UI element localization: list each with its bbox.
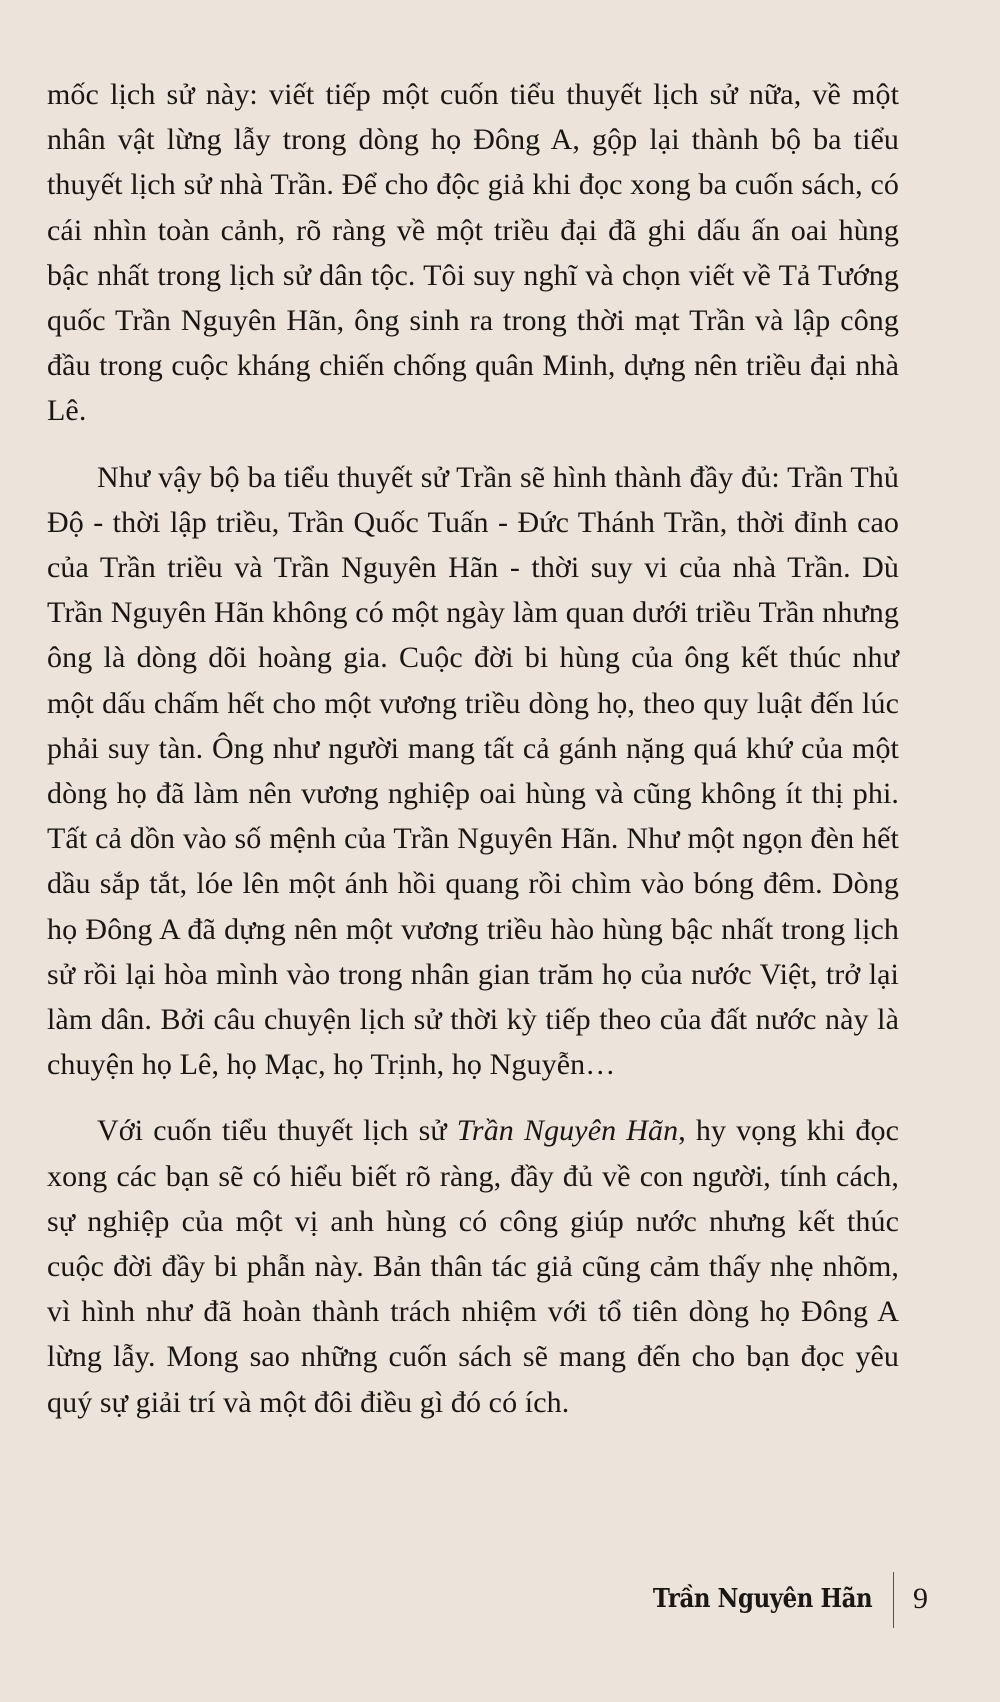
page-footer [0,1572,1000,1632]
paragraph-1: mốc lịch sử này: viết tiếp một cuốn tiểu thuyết lịch sử nữa, về một nhân vật lừng lẫy trong dòng họ Đông A, gộp lại thành bộ ba tiểu thuyết lịch sử nhà Trần. Để cho độc giả khi đọc xong ba cuốn sách, có cái nhìn toàn cảnh, rõ ràng về một triều đại đã ghi dấu ấn oai hùng bậc nhất trong lịch sử dân tộc. Tôi suy nghĩ và chọn viết về Tả Tướng quốc Trần Nguyên Hãn, ông sinh ra trong thời mạt Trần và lập công đầu trong cuộc kháng chiến chống quân Minh, dựng nên triều đại nhà Lê. [47,78,899,428]
paragraph-2: Như vậy bộ ba tiểu thuyết sử Trần sẽ hình thành đầy đủ: Trần Thủ Độ - thời lập triều, Trần Quốc Tuấn - Đức Thánh Trần, thời đỉnh cao của Trần triều và Trần Nguyên Hãn - thời suy vi của nhà Trần. Dù Trần Nguyên Hãn không có một ngày làm quan dưới triều Trần nhưng ông là dòng dõi hoàng gia. Cuộc đời bi hùng của ông kết thúc như một dấu chấm hết cho một vương triều dòng họ, theo quy luật đến lúc phải suy tàn. Ông như người mang tất cả gánh nặng quá khứ của một dòng họ đã làm nên vương nghiệp oai hùng và cũng không ít thị phi. Tất cả dồn vào số mệnh của Trần Nguyên Hãn. Như một ngọn đèn hết dầu sắp tắt, lóe lên một ánh hồi quang rồi chìm vào bóng đêm. Dòng họ Đông A đã dựng nên một vương triều hào hùng bậc nhất trong lịch sử rồi lại hòa mình vào trong nhân gian trăm họ của nước Việt, trở lại làm dân. Bởi câu chuyện lịch sử thời kỳ tiếp theo của đất nước này là chuyện họ Lê, họ Mạc, họ Trịnh, họ Nguyễn… [47,460,899,1082]
paragraph-3-text-before-title: Với cuốn tiểu thuyết lịch sử [97,1114,457,1148]
page-body-text [47,72,899,1425]
running-book-title: Trần Nguyên Hãn [652,1584,872,1614]
footer-vertical-divider [893,1572,894,1628]
page-number: 9 [913,1582,928,1615]
paragraph-3 [47,1108,899,1424]
book-title-reference: Trần Nguyên Hãn [456,1114,679,1148]
paragraph-3-text-after-title: , hy vọng khi đọc xong các bạn sẽ có hiểu biết rõ ràng, đầy đủ về con người, tính cách, sự nghiệp của một vị anh hùng có công giúp nước nhưng kết thúc cuộc đời đầy bi phẫn này. Bản thân tác giả cũng cảm thấy nhẹ nhõm, vì hình như đã hoàn thành trách nhiệm với tổ tiên dòng họ Đông A lừng lẫy. Mong sao những cuốn sách sẽ mang đến cho bạn đọc yêu quý sự giải trí và một đôi điều gì đó có ích. [47,1114,899,1419]
